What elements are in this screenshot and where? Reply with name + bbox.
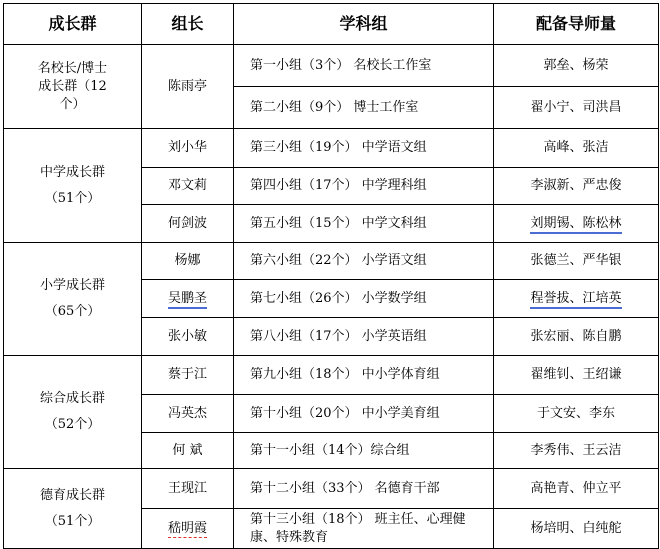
- leader-cell: 杨娜: [142, 243, 234, 280]
- leader-cell: 刘小华: [142, 129, 234, 168]
- leader-cell: 冯英杰: [142, 395, 234, 433]
- group-cell-comprehensive: 综合成长群 （52个）: [4, 356, 142, 469]
- leader-cell: 何 斌: [142, 433, 234, 469]
- subject-cell: 第三小组（19个） 中学语文组: [234, 129, 494, 168]
- mentor-cell: 张宏丽、陈自鹏: [494, 318, 659, 356]
- table-wrapper: [3, 3, 659, 549]
- group-cell-primary-school: 小学成长群 （65个）: [4, 243, 142, 356]
- header-growth-group: 成长群: [4, 4, 142, 45]
- subject-cell: 第十二小组（33个） 名德育干部: [234, 469, 494, 509]
- header-mentor-count: 配备导师量: [494, 4, 659, 45]
- header-leader: 组长: [142, 4, 234, 45]
- table-row: [4, 129, 659, 168]
- leader-cell: 蔡于江: [142, 356, 234, 395]
- mentor-cell: 李淑新、严忠俊: [494, 168, 659, 205]
- group-cell-middle-school: 中学成长群 （51个）: [4, 129, 142, 243]
- table-row: [4, 243, 659, 280]
- leader-cell: 邓文莉: [142, 168, 234, 205]
- leader-cell: 王现江: [142, 469, 234, 509]
- subject-cell: 第二小组（9个） 博士工作室: [234, 87, 494, 129]
- mentor-cell: 郭垒、杨荣: [494, 45, 659, 87]
- subject-cell: 第九小组（18个） 中小学体育组: [234, 356, 494, 395]
- subject-cell: 第十一小组（14个）综合组: [234, 433, 494, 469]
- mentor-cell: 杨培明、白纯舵: [494, 509, 659, 549]
- subject-cell: 第六小组（22个） 小学语文组: [234, 243, 494, 280]
- mentor-cell: 刘期锡、陈松林: [494, 205, 659, 243]
- mentor-assignment-table: [3, 3, 659, 549]
- mentor-cell: 翟维钊、王绍谦: [494, 356, 659, 395]
- mentor-cell: 程誉拔、江培英: [494, 280, 659, 318]
- subject-cell: 第五小组（15个） 中学文科组: [234, 205, 494, 243]
- subject-cell: 第十小组（20个） 中小学美育组: [234, 395, 494, 433]
- mentor-cell: 张德兰、严华银: [494, 243, 659, 280]
- mentor-cell: 李秀伟、王云洁: [494, 433, 659, 469]
- leader-cell: 吴鹏圣: [142, 280, 234, 318]
- subject-cell: 第一小组（3个） 名校长工作室: [234, 45, 494, 87]
- table-row: [4, 45, 659, 87]
- group-cell-principal-doctor: 名校长/博士 成长群（12 个）: [4, 45, 142, 129]
- subject-cell: 第四小组（17个） 中学理科组: [234, 168, 494, 205]
- leader-cell: 陈雨亭: [142, 45, 234, 129]
- subject-cell: 第八小组（17个） 小学英语组: [234, 318, 494, 356]
- mentor-cell: 高峰、张洁: [494, 129, 659, 168]
- leader-cell: 嵇明霞: [142, 509, 234, 549]
- leader-cell: 何剑波: [142, 205, 234, 243]
- group-cell-moral-education: 德育成长群 （51个）: [4, 469, 142, 549]
- mentor-cell: 于文安、李东: [494, 395, 659, 433]
- table-row: [4, 469, 659, 509]
- header-subject-group: 学科组: [234, 4, 494, 45]
- leader-cell: 张小敏: [142, 318, 234, 356]
- header-row: [4, 4, 659, 45]
- table-row: [4, 356, 659, 395]
- subject-cell: 第七小组（26个） 小学数学组: [234, 280, 494, 318]
- mentor-cell: 翟小宁、司洪昌: [494, 87, 659, 129]
- subject-cell: 第十三小组（18个） 班主任、心理健康、特殊教育: [234, 509, 494, 549]
- mentor-cell: 高艳青、仲立平: [494, 469, 659, 509]
